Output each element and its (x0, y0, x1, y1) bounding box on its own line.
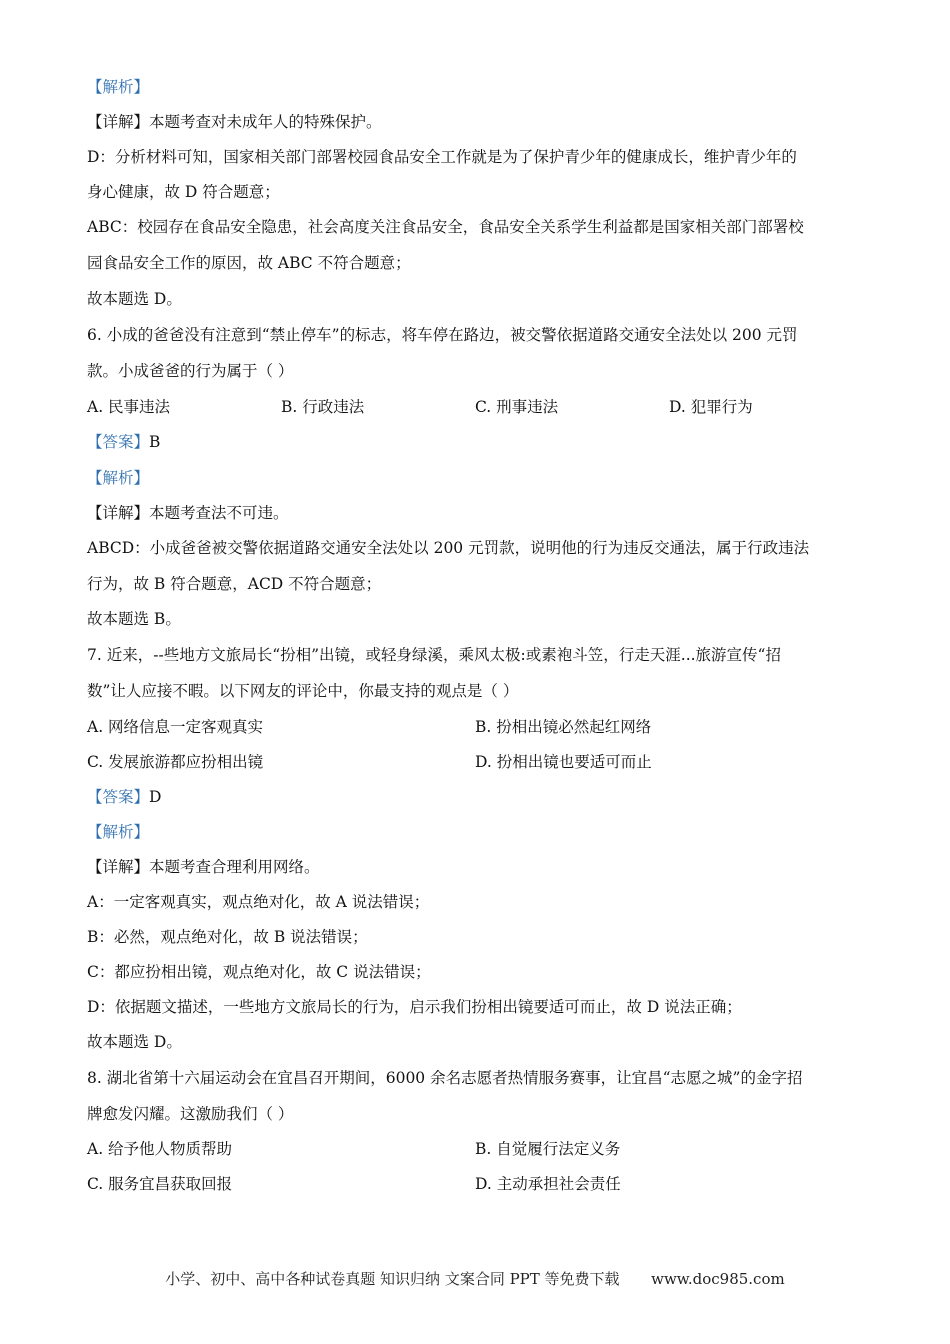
answer-label: 【答案】 (87, 788, 150, 806)
paragraph-line: D：依据题文描述，一些地方文旅局长的行为，启示我们扮相出镜要适可而止，故 D 说法正确； (87, 998, 742, 1016)
analysis-label: 【解析】 (87, 469, 150, 487)
paragraph-line: 园食品安全工作的原因，故 ABC 不符合题意； (87, 254, 411, 272)
option-d: D. 扮相出镜也要适可而止 (475, 753, 652, 771)
conclusion-text: 故本题选 D。 (87, 290, 182, 308)
answer-line (87, 786, 870, 808)
option-b: B. 自觉履行法定义务 (475, 1140, 621, 1158)
footer-url[interactable]: www.doc985.com (651, 1270, 785, 1288)
paragraph-line: D：分析材料可知，国家相关部门部署校园食品安全工作就是为了保护青少年的健康成长，维护青少年的 (87, 148, 797, 166)
conclusion-text: 故本题选 D。 (87, 1033, 182, 1051)
question-7-stem: 7. 近来，--些地方文旅局长“扮相”出镜，或轻身绿溪，乘风太极:或素袍斗笠，行走天涯...旅游宣传“招 (87, 646, 781, 664)
paragraph-line: A：一定客观真实，观点绝对化，故 A 说法错误； (87, 893, 430, 911)
question-7-stem-cont: 数”让人应接不暇。以下网友的评论中，你最支持的观点是（ ） (87, 682, 519, 700)
paragraph-line: 身心健康，故 D 符合题意； (87, 183, 280, 201)
paragraph-line: B：必然，观点绝对化，故 B 说法错误； (87, 928, 368, 946)
paragraph-line: 行为，故 B 符合题意，ACD 不符合题意； (87, 575, 382, 593)
option-a: A. 民事违法 (87, 398, 171, 416)
answer-label: 【答案】 (87, 433, 150, 451)
analysis-label: 【解析】 (87, 823, 150, 841)
option-b: B. 扮相出镜必然起红网络 (475, 718, 652, 736)
option-c: C. 发展旅游都应扮相出镜 (87, 753, 264, 771)
answer-value: D (149, 788, 162, 806)
option-d: D. 主动承担社会责任 (475, 1175, 621, 1193)
detail-text: 【详解】本题考查合理利用网络。 (87, 858, 320, 876)
question-6-stem-cont: 款。小成爸爸的行为属于（ ） (87, 362, 294, 380)
footer-text: 小学、初中、高中各种试卷真题 知识归纳 文案合同 PPT 等免费下载 (165, 1270, 620, 1288)
option-d: D. 犯罪行为 (669, 398, 753, 416)
analysis-label: 【解析】 (87, 78, 150, 96)
page-footer (0, 1268, 950, 1290)
detail-text: 【详解】本题考查法不可违。 (87, 504, 289, 522)
option-b: B. 行政违法 (281, 398, 365, 416)
paragraph-line: ABCD：小成爸爸被交警依据道路交通安全法处以 200 元罚款，说明他的行为违反交通法，属于行政违法 (87, 539, 810, 557)
option-a: A. 给予他人物质帮助 (87, 1140, 233, 1158)
question-8-stem-cont: 牌愈发闪耀。这激励我们（ ） (87, 1105, 294, 1123)
answer-line (87, 431, 870, 453)
paragraph-line: C：都应扮相出镜，观点绝对化，故 C 说法错误； (87, 963, 431, 981)
detail-text: 【详解】本题考查对未成年人的特殊保护。 (87, 113, 382, 131)
question-8-stem: 8. 湖北省第十六届运动会在宜昌召开期间，6000 余名志愿者热情服务赛事，让宜昌“志愿之城”的金字招 (87, 1069, 803, 1087)
option-a: A. 网络信息一定客观真实 (87, 718, 264, 736)
question-6-stem: 6. 小成的爸爸没有注意到“禁止停车”的标志，将车停在路边，被交警依据道路交通安全法处以 200 元罚 (87, 326, 798, 344)
answer-value: B (149, 433, 161, 451)
paragraph-line: ABC：校园存在食品安全隐患，社会高度关注食品安全，食品安全关系学生利益都是国家相关部门部署校 (87, 218, 804, 236)
option-c: C. 刑事违法 (475, 398, 559, 416)
conclusion-text: 故本题选 B。 (87, 610, 181, 628)
option-c: C. 服务宜昌获取回报 (87, 1175, 233, 1193)
